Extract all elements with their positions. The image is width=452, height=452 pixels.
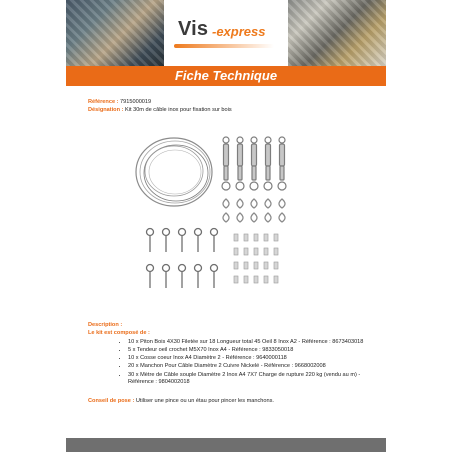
list-item: • 20 x Manchon Pour Câble Diamètre 2 Cuivre Nickelé - Référence : 9668002008 xyxy=(128,363,368,371)
reference-value: 7915000019 xyxy=(120,99,152,105)
brand-name: Vis xyxy=(178,18,209,40)
sleeves xyxy=(234,234,278,283)
cable-coil xyxy=(136,138,212,206)
banner-title: Fiche Technique xyxy=(66,66,386,86)
list-item: • 10 x Piton Bois 4X30 Filetée sur 18 Longueur total 45 Oeil 8 Inox A2 - Référence : 8673403018 xyxy=(128,339,368,347)
list-item: • 5 x Tendeur oeil crochet M5X70 Inox A4 - Référence : 9833050018 xyxy=(128,347,368,355)
datasheet-page xyxy=(66,0,386,452)
eye-screws xyxy=(147,229,218,289)
header-photo-screws xyxy=(288,0,386,66)
designation-value: Kit 30m de câble inox pour fixation sur bois xyxy=(125,107,232,113)
cable-kit-image xyxy=(134,130,310,308)
designation-line xyxy=(88,106,232,114)
list-item: • 30 x Mètre de Câble souple Diamètre 2 Inox A4 7X7 Charge de rupture 220 kg (vendu au m) - Référence : 9804002018 xyxy=(128,372,368,387)
reference-label: Référence : xyxy=(88,99,119,105)
description-subtitle: Le kit est composé de : xyxy=(88,329,150,336)
designation-label: Désignation : xyxy=(88,107,124,113)
kit-contents-list xyxy=(88,339,368,387)
brand-logo xyxy=(164,0,288,66)
advice-text: Utiliser une pince ou un étau pour pincer les manchons. xyxy=(135,398,274,404)
product-meta xyxy=(88,98,232,114)
logo-swoosh xyxy=(174,44,274,48)
description-section xyxy=(88,322,368,387)
thimbles xyxy=(223,199,285,222)
turnbuckles xyxy=(222,137,286,190)
footer-bar xyxy=(66,438,386,452)
installation-advice xyxy=(88,398,274,404)
description-title: Description : xyxy=(88,322,123,328)
header-photo-tools xyxy=(66,0,164,66)
reference-line xyxy=(88,98,232,106)
advice-label: Conseil de pose : xyxy=(88,398,135,404)
list-item: • 10 x Cosse coeur Inox A4 Diamètre 2 - Référence : 9640000118 xyxy=(128,355,368,363)
brand-suffix: -express xyxy=(212,24,266,39)
